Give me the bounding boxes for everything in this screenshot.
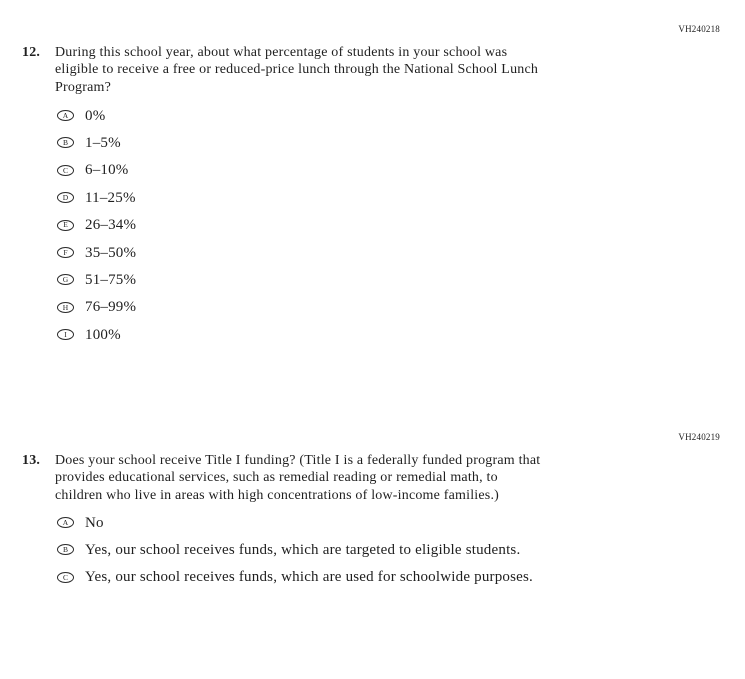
option-row-b[interactable] bbox=[57, 129, 745, 156]
option-row-i[interactable] bbox=[57, 321, 745, 348]
option-label: No bbox=[85, 514, 104, 531]
option-row-c[interactable] bbox=[57, 564, 745, 591]
bubble-letter: G bbox=[62, 275, 69, 285]
option-row-e[interactable] bbox=[57, 211, 745, 238]
bubble-letter: A bbox=[62, 110, 69, 120]
question-text-line: eligible to receive a free or reduced-price lunch through the National School Lunch bbox=[55, 62, 539, 78]
question-text-line: Does your school receive Title I funding? (Title I is a federally funded program that bbox=[55, 453, 541, 468]
bubble-letter: E bbox=[63, 220, 68, 230]
answer-bubble-icon[interactable] bbox=[57, 110, 74, 121]
option-label: 6–10% bbox=[85, 162, 129, 179]
question-text-line: children who live in areas with high concentrations of low-income families.) bbox=[55, 487, 500, 503]
option-label: 26–34% bbox=[85, 217, 137, 234]
answer-bubble-icon[interactable] bbox=[57, 220, 74, 231]
option-row-h[interactable] bbox=[57, 294, 745, 321]
option-row-f[interactable] bbox=[57, 239, 745, 266]
bubble-letter: A bbox=[62, 517, 69, 527]
question-code: VH240219 bbox=[678, 432, 720, 442]
answer-bubble-icon[interactable] bbox=[57, 137, 74, 148]
option-label: 100% bbox=[85, 326, 121, 343]
question-number: 13. bbox=[22, 453, 41, 468]
option-label: 51–75% bbox=[85, 271, 137, 288]
answer-bubble-icon[interactable] bbox=[57, 517, 74, 528]
question-text-line: During this school year, about what percentage of students in your school was bbox=[55, 45, 508, 60]
answer-bubble-icon[interactable] bbox=[57, 247, 74, 258]
option-label: Yes, our school receives funds, which are targeted to eligible students. bbox=[85, 541, 521, 558]
bubble-letter: I bbox=[64, 329, 67, 339]
question-number: 12. bbox=[22, 45, 41, 60]
option-row-a[interactable] bbox=[57, 509, 745, 536]
answer-bubble-icon[interactable] bbox=[57, 274, 74, 285]
answer-bubble-icon[interactable] bbox=[57, 544, 74, 555]
question-code: VH240218 bbox=[678, 24, 720, 34]
bubble-letter: F bbox=[63, 247, 68, 257]
question-text bbox=[55, 44, 538, 96]
option-row-c[interactable] bbox=[57, 157, 745, 184]
question-text-line: provides educational services, such as remedial reading or remedial math, to bbox=[55, 470, 498, 486]
question-12 bbox=[0, 44, 745, 96]
bubble-letter: C bbox=[62, 165, 68, 175]
answer-bubble-icon[interactable] bbox=[57, 329, 74, 340]
bubble-letter: B bbox=[62, 138, 68, 148]
question-block-12 bbox=[0, 24, 745, 348]
option-row-a[interactable] bbox=[57, 102, 745, 129]
question-12-options bbox=[0, 102, 745, 349]
bubble-letter: D bbox=[62, 193, 69, 202]
option-label: 1–5% bbox=[85, 134, 121, 151]
answer-bubble-icon[interactable] bbox=[57, 165, 74, 176]
question-text-line: Program? bbox=[55, 79, 112, 95]
option-row-b[interactable] bbox=[57, 536, 745, 563]
option-row-d[interactable] bbox=[57, 184, 745, 211]
bubble-letter: C bbox=[62, 572, 68, 582]
answer-bubble-icon[interactable] bbox=[57, 572, 74, 583]
answer-bubble-icon[interactable] bbox=[57, 302, 74, 313]
option-label: 35–50% bbox=[85, 244, 137, 261]
option-label: 11–25% bbox=[85, 189, 136, 206]
question-block-13 bbox=[0, 432, 745, 591]
question-13-options bbox=[0, 509, 745, 591]
bubble-letter: H bbox=[62, 302, 69, 312]
question-text bbox=[55, 452, 540, 504]
option-label: 76–99% bbox=[85, 299, 137, 316]
bubble-letter: B bbox=[62, 545, 68, 555]
option-label: 0% bbox=[85, 107, 106, 124]
option-row-g[interactable] bbox=[57, 266, 745, 293]
option-label: Yes, our school receives funds, which are used for schoolwide purposes. bbox=[85, 569, 533, 586]
question-13 bbox=[0, 452, 745, 504]
answer-bubble-icon[interactable] bbox=[57, 192, 74, 203]
